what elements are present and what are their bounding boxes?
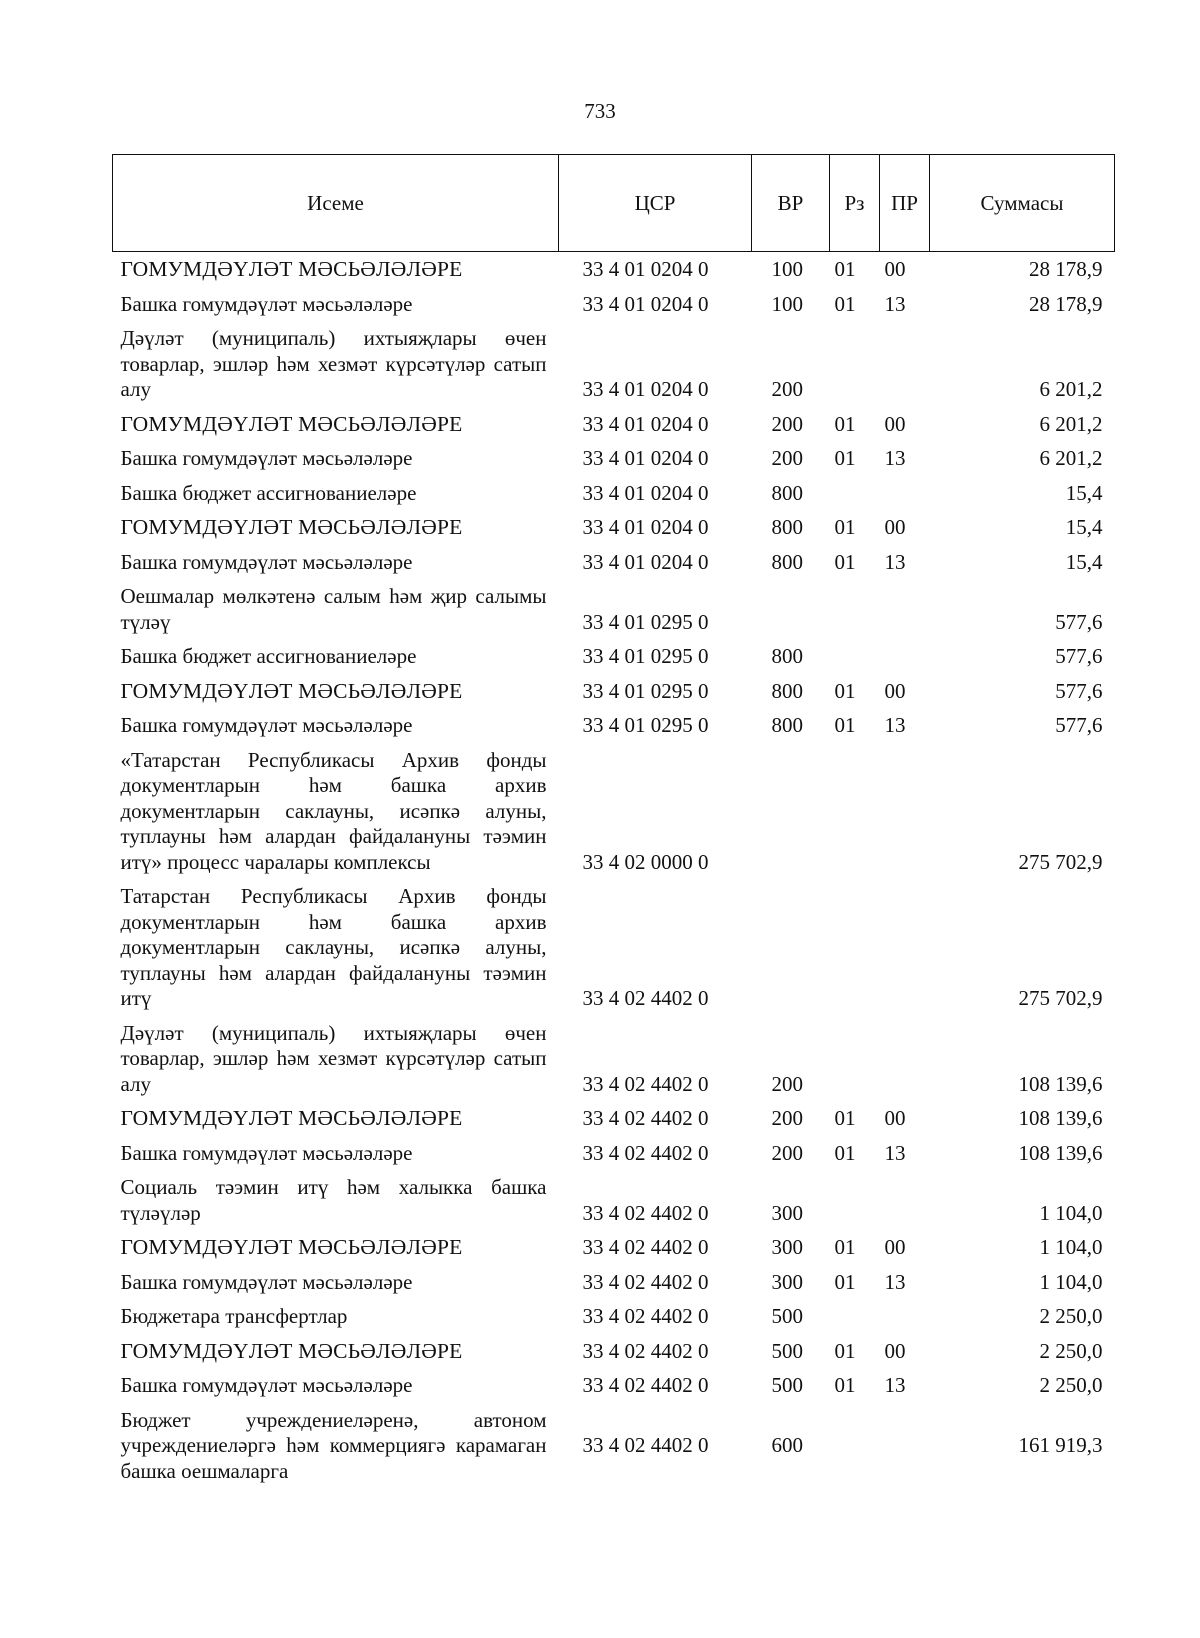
cell-rz: 01 — [834, 291, 856, 316]
cell-csr: 33 4 01 0295 0 — [582, 713, 709, 737]
cell-sum: 15,4 — [1065, 515, 1103, 539]
cell-sum: 275 702,9 — [1018, 849, 1103, 874]
cell-vr: 200 — [771, 1140, 803, 1165]
cell-name: ГОМУМДӘҮЛӘТ МӘСЬӘЛӘЛӘРЕ — [120, 257, 463, 281]
cell-sum: 275 702,9 — [1018, 986, 1103, 1010]
cell-rz: 01 — [834, 411, 856, 436]
cell-pr: 00 — [884, 1106, 906, 1130]
cell-csr: 33 4 02 4402 0 — [582, 1338, 709, 1363]
page-number: 733 — [584, 99, 616, 123]
cell-vr: 200 — [771, 377, 803, 401]
table-row — [113, 287, 1115, 322]
cell-name: Башка гомумдәүләт мәсьәләләре — [120, 446, 413, 470]
table-row — [113, 674, 1115, 709]
cell-vr: 800 — [771, 644, 803, 668]
cell-sum: 1 104,0 — [1039, 1200, 1103, 1225]
cell-vr: 800 — [771, 515, 803, 539]
cell-rz: 01 — [834, 549, 856, 574]
cell-vr — [752, 579, 830, 639]
cell-pr: 00 — [884, 411, 906, 436]
cell-pr: 00 — [884, 257, 906, 281]
header-vr: ВР — [752, 155, 830, 252]
cell-name: «Татарстан Республикасы Архив фонды документларын һәм башка архив документларын саклауны, исәпкә алуны, туплауны һәм алардан файдалануны тәэмин итү» процесс чаралары комплексы — [120, 747, 547, 874]
table-row — [113, 476, 1115, 511]
cell-name: Башка гомумдәүләт мәсьәләләре — [120, 713, 413, 737]
cell-sum: 6 201,2 — [1039, 377, 1103, 401]
cell-sum: 161 919,3 — [1018, 1433, 1103, 1457]
cell-rz: 01 — [834, 713, 856, 737]
cell-name: ГОМУМДӘҮЛӘТ МӘСЬӘЛӘЛӘРЕ — [120, 411, 463, 436]
cell-sum: 577,6 — [1055, 644, 1103, 668]
cell-sum: 28 178,9 — [1029, 257, 1103, 281]
cell-csr: 33 4 02 4402 0 — [582, 1235, 709, 1259]
header-pr: ПР — [880, 155, 930, 252]
cell-vr: 500 — [771, 1373, 803, 1397]
table-row — [113, 407, 1115, 442]
cell-pr: 13 — [884, 713, 906, 737]
cell-rz: 01 — [834, 515, 856, 539]
cell-csr: 33 4 02 4402 0 — [582, 1373, 709, 1397]
cell-rz — [830, 579, 880, 639]
cell-rz: 01 — [834, 1269, 856, 1294]
cell-csr: 33 4 01 0204 0 — [582, 377, 709, 401]
cell-sum: 2 250,0 — [1039, 1373, 1103, 1397]
cell-vr: 300 — [771, 1200, 803, 1225]
cell-pr — [880, 1016, 930, 1102]
cell-pr — [880, 879, 930, 1016]
cell-sum: 1 104,0 — [1039, 1269, 1103, 1294]
cell-rz: 01 — [834, 1338, 856, 1363]
table-row — [113, 1230, 1115, 1265]
cell-csr: 33 4 01 0295 0 — [582, 644, 709, 668]
cell-vr: 500 — [771, 1338, 803, 1363]
cell-vr: 800 — [771, 678, 803, 703]
cell-csr: 33 4 01 0204 0 — [582, 411, 709, 436]
cell-rz — [830, 1016, 880, 1102]
cell-sum: 2 250,0 — [1039, 1338, 1103, 1363]
cell-pr — [880, 639, 930, 674]
table-row — [113, 1170, 1115, 1230]
cell-csr: 33 4 01 0204 0 — [582, 291, 709, 316]
cell-csr: 33 4 01 0295 0 — [582, 609, 709, 634]
cell-vr: 100 — [771, 257, 803, 281]
cell-csr: 33 4 01 0204 0 — [582, 480, 709, 505]
cell-pr — [880, 476, 930, 511]
cell-pr: 00 — [884, 1338, 906, 1363]
cell-name: ГОМУМДӘҮЛӘТ МӘСЬӘЛӘЛӘРЕ — [120, 1106, 463, 1130]
cell-name: Башка гомумдәүләт мәсьәләләре — [120, 1373, 413, 1397]
cell-sum: 15,4 — [1065, 480, 1103, 505]
table-row — [113, 1403, 1115, 1489]
cell-name: Башка бюджет ассигнованиеләре — [120, 644, 417, 668]
table-row — [113, 510, 1115, 545]
cell-pr — [880, 579, 930, 639]
cell-csr: 33 4 01 0204 0 — [582, 257, 709, 281]
cell-vr: 800 — [771, 480, 803, 505]
cell-csr: 33 4 02 4402 0 — [582, 1269, 709, 1294]
cell-csr: 33 4 02 4402 0 — [582, 1140, 709, 1165]
cell-sum: 6 201,2 — [1039, 446, 1103, 470]
cell-pr: 00 — [884, 515, 906, 539]
cell-csr: 33 4 02 4402 0 — [582, 1200, 709, 1225]
cell-sum: 1 104,0 — [1039, 1235, 1103, 1259]
cell-sum: 28 178,9 — [1029, 291, 1103, 316]
cell-name: Оешмалар мөлкәтенә салым һәм җир салымы түләү — [120, 584, 547, 634]
cell-pr: 00 — [884, 1235, 906, 1259]
cell-name: Дәүләт (муниципаль) ихтыяҗлары өчен товарлар, эшләр һәм хезмәт күрсәтүләр сатып алу — [120, 326, 547, 401]
table-body — [113, 252, 1115, 1489]
cell-vr: 100 — [771, 291, 803, 316]
table-row — [113, 1016, 1115, 1102]
cell-csr: 33 4 02 4402 0 — [582, 1106, 709, 1130]
table-row — [113, 743, 1115, 880]
cell-rz — [830, 879, 880, 1016]
cell-pr — [880, 1299, 930, 1334]
table-row — [113, 639, 1115, 674]
table-row — [113, 1265, 1115, 1300]
table-row — [113, 879, 1115, 1016]
table-row — [113, 1136, 1115, 1171]
cell-name: Татарстан Республикасы Архив фонды документларын һәм башка архив документларын саклауны, исәпкә алуны, туплауны һәм алардан файдалануны тәэмин итү — [120, 884, 547, 1010]
cell-rz: 01 — [834, 678, 856, 703]
cell-sum: 577,6 — [1055, 609, 1103, 634]
cell-pr: 13 — [884, 1140, 906, 1165]
table-row — [113, 1299, 1115, 1334]
budget-table — [112, 154, 1115, 1488]
cell-rz — [830, 1403, 880, 1489]
cell-vr: 300 — [771, 1235, 803, 1259]
cell-sum: 108 139,6 — [1018, 1071, 1103, 1096]
table-row — [113, 441, 1115, 476]
cell-vr: 600 — [771, 1433, 803, 1457]
header-rz: Рз — [830, 155, 880, 252]
cell-sum: 108 139,6 — [1018, 1140, 1103, 1165]
cell-vr: 300 — [771, 1269, 803, 1294]
cell-vr: 200 — [771, 411, 803, 436]
table-row — [113, 708, 1115, 743]
table-row — [113, 1368, 1115, 1403]
cell-csr: 33 4 02 4402 0 — [582, 986, 709, 1010]
cell-rz — [830, 1170, 880, 1230]
cell-sum: 15,4 — [1065, 549, 1103, 574]
cell-vr: 200 — [771, 1106, 803, 1130]
cell-sum: 108 139,6 — [1018, 1106, 1103, 1130]
cell-vr: 800 — [771, 549, 803, 574]
cell-pr: 13 — [884, 446, 906, 470]
cell-name: Бюджет учреждениеләренә, автоном учреждениеләргә һәм коммерциягә карамаган башка оешмаларга — [120, 1407, 547, 1483]
cell-csr: 33 4 02 0000 0 — [582, 849, 709, 874]
table-row — [113, 252, 1115, 287]
cell-csr: 33 4 02 4402 0 — [582, 1304, 709, 1328]
cell-sum: 577,6 — [1055, 678, 1103, 703]
cell-pr — [880, 1170, 930, 1230]
table-row — [113, 1101, 1115, 1136]
cell-name: ГОМУМДӘҮЛӘТ МӘСЬӘЛӘЛӘРЕ — [120, 1235, 463, 1259]
table-row — [113, 321, 1115, 407]
cell-pr — [880, 743, 930, 880]
header-csr: ЦСР — [559, 155, 752, 252]
cell-name: Башка гомумдәүләт мәсьәләләре — [120, 549, 413, 574]
cell-pr: 13 — [884, 291, 906, 316]
cell-sum: 577,6 — [1055, 713, 1103, 737]
cell-name: ГОМУМДӘҮЛӘТ МӘСЬӘЛӘЛӘРЕ — [120, 515, 463, 539]
cell-csr: 33 4 01 0204 0 — [582, 446, 709, 470]
cell-rz — [830, 476, 880, 511]
cell-rz: 01 — [834, 1106, 856, 1130]
cell-rz — [830, 639, 880, 674]
cell-name: Башка гомумдәүләт мәсьәләләре — [120, 291, 413, 316]
header-name: Исеме — [113, 155, 559, 252]
cell-pr — [880, 1403, 930, 1489]
table-row — [113, 1334, 1115, 1369]
table-row — [113, 545, 1115, 580]
cell-rz — [830, 743, 880, 880]
cell-name: ГОМУМДӘҮЛӘТ МӘСЬӘЛӘЛӘРЕ — [120, 678, 463, 703]
cell-vr: 500 — [771, 1304, 803, 1328]
cell-sum: 6 201,2 — [1039, 411, 1103, 436]
cell-pr: 13 — [884, 1269, 906, 1294]
cell-vr — [752, 879, 830, 1016]
cell-name: Башка бюджет ассигнованиеләре — [120, 480, 417, 505]
cell-rz — [830, 1299, 880, 1334]
cell-rz — [830, 321, 880, 407]
cell-csr: 33 4 01 0204 0 — [582, 549, 709, 574]
cell-name: Бюджетара трансфертлар — [120, 1304, 348, 1328]
cell-vr — [752, 743, 830, 880]
cell-csr: 33 4 01 0295 0 — [582, 678, 709, 703]
cell-name: Социаль тәэмин итү һәм халыкка башка түләүләр — [120, 1175, 547, 1225]
cell-rz: 01 — [834, 1140, 856, 1165]
cell-rz: 01 — [834, 257, 856, 281]
cell-name: Дәүләт (муниципаль) ихтыяҗлары өчен товарлар, эшләр һәм хезмәт күрсәтүләр сатып алу — [120, 1020, 547, 1096]
cell-pr: 13 — [884, 549, 906, 574]
cell-pr — [880, 321, 930, 407]
cell-pr: 00 — [884, 678, 906, 703]
cell-csr: 33 4 02 4402 0 — [582, 1433, 709, 1457]
cell-csr: 33 4 02 4402 0 — [582, 1071, 709, 1096]
cell-rz: 01 — [834, 1235, 856, 1259]
cell-sum: 2 250,0 — [1039, 1304, 1103, 1328]
cell-rz: 01 — [834, 1373, 856, 1397]
cell-name: Башка гомумдәүләт мәсьәләләре — [120, 1140, 413, 1165]
cell-csr: 33 4 01 0204 0 — [582, 515, 709, 539]
cell-name: ГОМУМДӘҮЛӘТ МӘСЬӘЛӘЛӘРЕ — [120, 1338, 463, 1363]
cell-vr: 800 — [771, 713, 803, 737]
cell-vr: 200 — [771, 1071, 803, 1096]
cell-name: Башка гомумдәүләт мәсьәләләре — [120, 1269, 413, 1294]
table-row — [113, 579, 1115, 639]
header-sum: Суммасы — [930, 155, 1115, 252]
cell-pr: 13 — [884, 1373, 906, 1397]
table-header-row — [113, 155, 1115, 252]
cell-rz: 01 — [834, 446, 856, 470]
cell-vr: 200 — [771, 446, 803, 470]
